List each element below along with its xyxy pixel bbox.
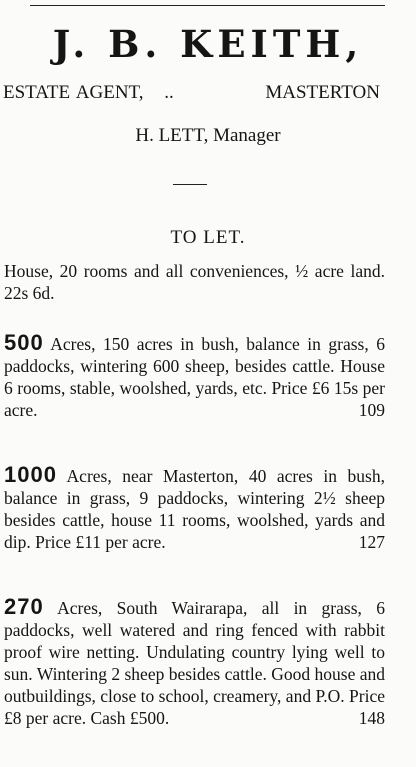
listing-acreage: 1000 xyxy=(4,462,57,487)
listing-text: Acres, near Masterton, 40 acres in bush, balance in grass, 9 paddocks, wintering 2½ sheep besides cattle, house 11 rooms, woolshed, yards and dip. Price £11 per acre. xyxy=(4,466,385,552)
listing-acreage: 500 xyxy=(4,330,44,355)
listing-text: House, 20 rooms and all conveniences, ½ acre land. 22s 6d. xyxy=(4,261,385,303)
listing-text: Acres, South Wairarapa, all in grass, 6 paddocks, well watered and ring fenced with rabbit proof wire netting. Undulating country lying well to sun. Wintering 2 sheep besides cattle. Good house and outbuildings, close to school, creamery, and P.O. Price £8 per acre. Cash £500. xyxy=(4,598,385,728)
listing-1000-acres xyxy=(4,464,385,553)
separator-dots: .. xyxy=(164,82,174,103)
listing-ref-number: 127 xyxy=(358,532,385,552)
listing-acreage: 270 xyxy=(4,594,44,619)
location-label: MASTERTON xyxy=(265,82,380,103)
estate-agent-label: ESTATE AGENT, xyxy=(3,82,144,103)
listing-house xyxy=(4,260,385,304)
listing-ref-number: 109 xyxy=(358,400,385,420)
listing-500-acres xyxy=(4,332,385,421)
listing-text: Acres, 150 acres in bush, balance in grass, 6 paddocks, wintering 600 sheep, besides cattle. House 6 rooms, stable, woolshed, yards, etc. Price £6 15s per acre. xyxy=(4,334,385,420)
section-divider xyxy=(173,184,207,185)
manager-line: H. LETT, Manager xyxy=(135,125,281,146)
section-title: TO LET. xyxy=(170,227,246,248)
top-rule xyxy=(30,5,385,6)
listing-ref-number: 148 xyxy=(358,708,385,728)
estate-agent-line xyxy=(0,82,416,104)
firm-name: J. B. KEITH, xyxy=(52,22,364,66)
listing-270-acres xyxy=(4,596,385,729)
